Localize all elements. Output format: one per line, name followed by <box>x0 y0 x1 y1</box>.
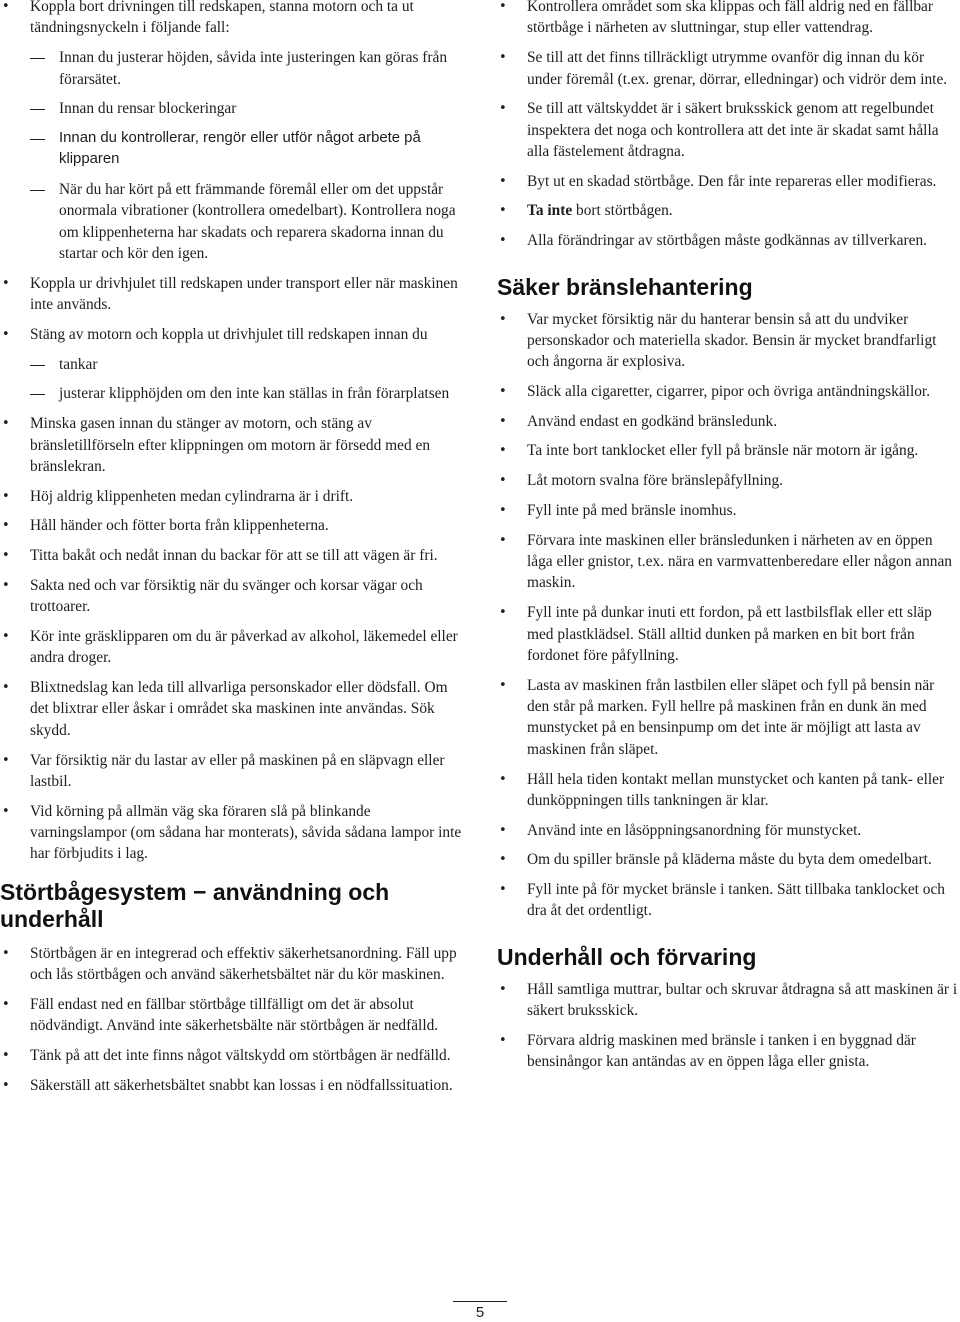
list-item: • Förvara aldrig maskinen med bränsle i tanken i en byggnad där bensinångor kan antändas av en öppen låga eller gnista. <box>497 1030 960 1073</box>
left-column <box>0 0 462 1104</box>
list-item: • Vid körning på allmän väg ska föraren slå på blinkande varningslampor (om sådana har monterats), såvida sådana lampor inte har förbjudits i lag. <box>0 801 462 865</box>
list-item: • Var försiktig när du lastar av eller på maskinen på en släpvagn eller lastbil. <box>0 750 462 793</box>
list-item: • Blixtnedslag kan leda till allvarliga personskador eller dödsfall. Om det blixtrar eller åskar i området ska maskinen inte användas. Sök skydd. <box>0 677 462 741</box>
safety-list-rollbar <box>0 943 462 1096</box>
page-number: 5 <box>475 1304 485 1321</box>
list-item: • Sakta ned och var försiktig när du svänger och korsar vägar och trottoarer. <box>0 575 462 618</box>
list-subitem: Innan du kontrollerar, rengör eller utför något arbete på klipparen <box>0 128 462 171</box>
list-subitem: tankar <box>0 354 462 375</box>
section-heading-rollbar: Störtbågesystem − användning och underhåll <box>0 878 390 932</box>
list-item: • Använd endast en godkänd bränsledunk. <box>497 411 960 432</box>
safety-list-fuel <box>497 309 960 922</box>
list-subitem: Innan du rensar blockeringar <box>0 98 462 119</box>
list-item: • Håll händer och fötter borta från klippenheterna. <box>0 515 462 536</box>
list-item: • Fyll inte på med bränsle inomhus. <box>497 500 960 521</box>
list-item: • Håll samtliga muttrar, bultar och skruvar åtdragna så att maskinen är i säkert bruksskick. <box>497 979 960 1022</box>
list-item <box>497 200 960 221</box>
safety-list-maintenance <box>497 979 960 1073</box>
list-item: • Koppla bort drivningen till redskapen, stanna motorn och ta ut tändningsnyckeln i följande fall: <box>0 0 462 39</box>
list-item: • Se till att det finns tillräckligt utrymme ovanför dig innan du kör under föremål (t.ex. grenar, dörrar, elledningar) och vidrör dem inte. <box>497 47 960 90</box>
list-item: • Håll hela tiden kontakt mellan munstycket och kanten på tank- eller dunköppningen tills tankningen är klar. <box>497 769 960 812</box>
list-item: • Låt motorn svalna före bränslepåfyllning. <box>497 470 960 491</box>
list-item: • Byt ut en skadad störtbåge. Den får inte repareras eller modifieras. <box>497 171 960 192</box>
safety-list-rollbar-cont <box>497 0 960 252</box>
list-item: • Stäng av motorn och koppla ut drivhjulet till redskapen innan du <box>0 324 462 345</box>
list-item-text: bort störtbågen. <box>572 202 673 220</box>
right-column <box>497 0 960 1081</box>
list-item: • Alla förändringar av störtbågen måste godkännas av tillverkaren. <box>497 230 960 251</box>
list-item: • Minska gasen innan du stänger av motorn, och stäng av bränsletillförseln efter klippningen om motorn är försedd med en bränslekran. <box>0 413 462 477</box>
list-item: • Säkerställ att säkerhetsbältet snabbt kan lossas i en nödfallssituation. <box>0 1075 462 1096</box>
list-item: • Fyll inte på dunkar inuti ett fordon, på ett lastbilsflak eller ett släp med plastklädsel. Ställ alltid dunken på marken en bit bort från fordonet före påfyllning. <box>497 602 960 666</box>
list-item: • Störtbågen är en integrerad och effektiv säkerhetsanordning. Fäll upp och lås störtbågen och använd säkerhetsbältet när du kör maskinen. <box>0 943 462 986</box>
bold-emphasis: Ta inte <box>527 202 573 220</box>
list-item: • Använd inte en låsöppningsanordning för munstycket. <box>497 820 960 841</box>
list-item: • Ta inte bort tanklocket eller fyll på bränsle när motorn är igång. <box>497 440 960 461</box>
list-item: • Förvara inte maskinen eller bränsledunken i närheten av en öppen låga eller gnistor, t.ex. nära en varmvattenberedare eller någon annan maskin. <box>497 530 960 594</box>
list-item: • Fäll endast ned en fällbar störtbåge tillfälligt om det är absolut nödvändigt. Använd inte säkerhetsbälte när störtbågen är nedfälld. <box>0 994 462 1037</box>
list-item: • Höj aldrig klippenheten medan cylindrarna är i drift. <box>0 486 462 507</box>
list-item: • Var mycket försiktig när du hanterar bensin så att du undviker personskador och materiella skador. Bensin är mycket brandfarligt och ångorna är explosiva. <box>497 309 960 373</box>
list-item: • Kontrollera området som ska klippas och fäll aldrig ned en fällbar störtbåge i närheten av sluttningar, stup eller vattendrag. <box>497 0 960 39</box>
list-item: • Om du spiller bränsle på kläderna måste du byta dem omedelbart. <box>497 849 960 870</box>
safety-list-operation <box>0 0 462 865</box>
list-subitem: Innan du justerar höjden, såvida inte justeringen kan göras från förarsätet. <box>0 47 462 90</box>
list-item: • Se till att vältskyddet är i säkert bruksskick genom att regelbundet inspektera det noga och kontrollera att det inte är skadat samt hålla alla fästelement åtdragna. <box>497 98 960 162</box>
section-heading-fuel: Säker bränslehantering <box>497 273 753 300</box>
list-item: • Titta bakåt och nedåt innan du backar för att se till att vägen är fri. <box>0 545 462 566</box>
list-item: • Lasta av maskinen från lastbilen eller släpet och fyll på bensin när den står på marken. Fyll hellre på maskinen från en dunk än med munstycket på en bensinpump om det inte är möjligt att lasta av maskinen från släpet. <box>497 675 960 761</box>
list-subitem: justerar klipphöjden om den inte kan ställas in från förarplatsen <box>0 383 462 404</box>
section-heading-maintenance: Underhåll och förvaring <box>497 943 757 970</box>
list-item: • Kör inte gräsklipparen om du är påverkad av alkohol, läkemedel eller andra droger. <box>0 626 462 669</box>
list-subitem: När du har kört på ett främmande föremål eller om det uppstår onormala vibrationer (kontrollera omedelbart). Kontrollera noga om klippenheterna har skadats och reparera skadorna innan du startar och kör den igen. <box>0 179 462 265</box>
list-item: • Fyll inte på för mycket bränsle i tanken. Sätt tillbaka tanklocket och dra åt det ordentligt. <box>497 879 960 922</box>
list-item: • Släck alla cigaretter, cigarrer, pipor och övriga antändningskällor. <box>497 381 960 402</box>
list-item: • Tänk på att det inte finns något vältskydd om störtbågen är nedfälld. <box>0 1045 462 1066</box>
page-number-rule <box>453 1301 507 1302</box>
list-item: • Koppla ur drivhjulet till redskapen under transport eller när maskinen inte används. <box>0 273 462 316</box>
